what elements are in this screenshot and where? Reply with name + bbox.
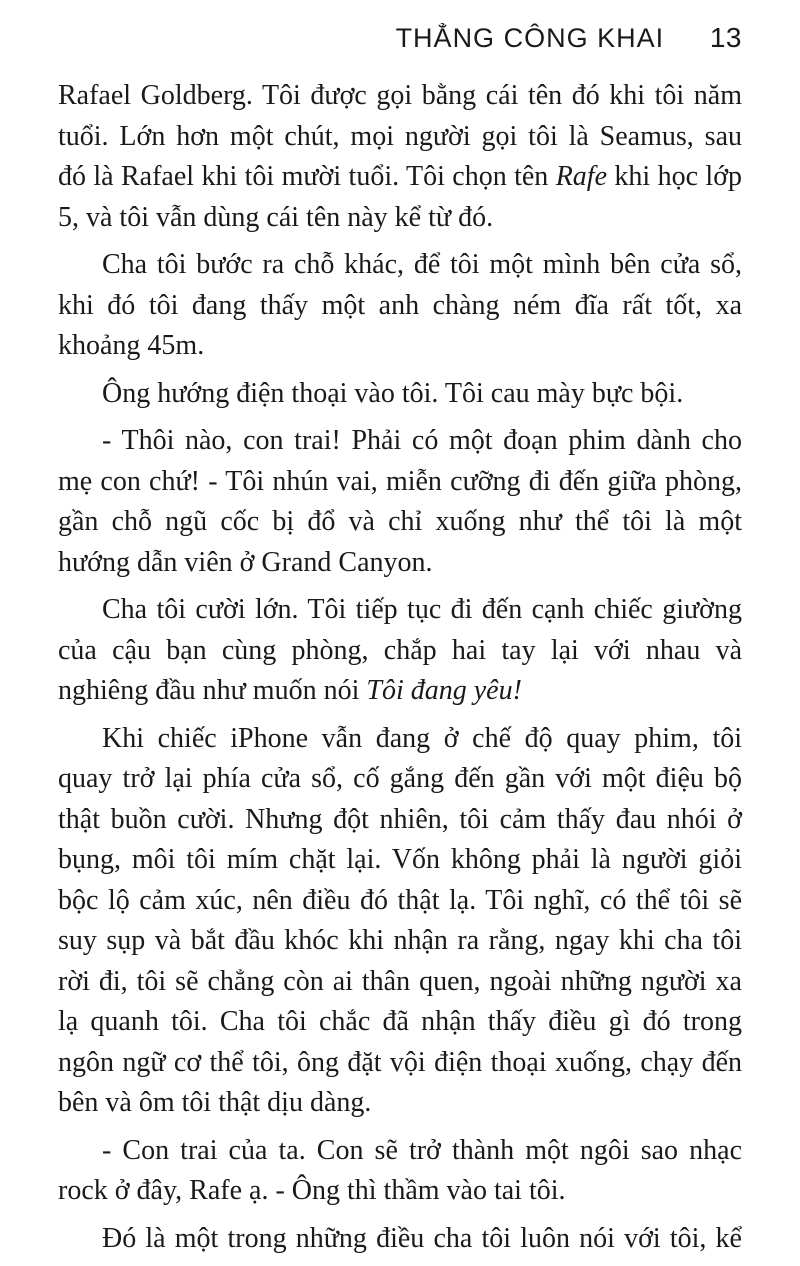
text-line bbox=[58, 1171, 742, 1212]
text-line bbox=[58, 759, 742, 800]
text-line bbox=[58, 631, 742, 672]
paragraph bbox=[58, 374, 742, 415]
text-line bbox=[58, 286, 742, 327]
text-line bbox=[58, 962, 742, 1003]
text-segment: lạ quanh tôi. Cha tôi chắc đã nhận thấy điều gì đó trong bbox=[58, 1006, 742, 1037]
text-line bbox=[58, 462, 742, 503]
text-segment: bộc lộ cảm xúc, nên điều đó thật lạ. Tôi nghĩ, có thể tôi sẽ bbox=[58, 884, 742, 916]
text-line bbox=[58, 543, 742, 584]
text-line bbox=[58, 117, 742, 158]
text-segment: Ông hướng điện thoại vào tôi. Tôi cau mày bực bội. bbox=[102, 377, 684, 409]
text-segment: khoảng 45m. bbox=[58, 330, 205, 361]
text-segment: đó là Rafael khi tôi mười tuổi. Tôi chọn tên bbox=[58, 161, 556, 192]
italic-text: Tôi đang yêu! bbox=[366, 675, 522, 706]
text-line bbox=[58, 1002, 742, 1043]
paragraph bbox=[58, 590, 742, 712]
paragraph bbox=[58, 719, 742, 1124]
text-segment: rock ở đây, Rafe ạ. - Ông thì thầm vào tai tôi. bbox=[58, 1175, 566, 1206]
text-line bbox=[58, 198, 742, 239]
text-segment: Rafael Goldberg. Tôi được gọi bằng cái tên đó khi tôi năm bbox=[58, 80, 742, 111]
text-line bbox=[58, 800, 742, 841]
text-segment: ngôn ngữ cơ thể tôi, ông đặt vội điện thoại xuống, chạy đến bbox=[58, 1046, 742, 1078]
text-line bbox=[58, 1083, 742, 1124]
text-line bbox=[58, 157, 742, 198]
text-segment: bụng, môi tôi mím chặt lại. Vốn không phải là người giỏi bbox=[58, 844, 742, 875]
italic-text: Rafe bbox=[555, 161, 608, 192]
text-line bbox=[58, 881, 742, 922]
text-segment: 5, và tôi vẫn dùng cái tên này kể từ đó. bbox=[58, 201, 494, 233]
text-segment: quay trở lại phía cửa sổ, cố gắng đến gần với một điệu bộ bbox=[58, 763, 742, 794]
paragraph bbox=[58, 1131, 742, 1212]
text-line bbox=[58, 1131, 742, 1172]
text-line bbox=[58, 840, 742, 881]
paragraph bbox=[58, 1219, 742, 1260]
text-segment: hướng dẫn viên ở Grand Canyon. bbox=[58, 546, 433, 578]
text-segment: - Thôi nào, con trai! Phải có một đoạn phim dành cho bbox=[102, 425, 742, 456]
text-segment: của cậu bạn cùng phòng, chắp hai tay lại với nhau và bbox=[58, 634, 742, 666]
text-segment: khi đó tôi đang thấy một anh chàng ném đĩa rất tốt, xa bbox=[58, 289, 742, 321]
text-segment: khi học lớp bbox=[607, 161, 743, 192]
body-text bbox=[58, 76, 742, 1266]
text-line bbox=[58, 76, 742, 117]
text-line bbox=[58, 326, 742, 367]
text-line bbox=[58, 1219, 742, 1260]
text-line bbox=[58, 502, 742, 543]
text-line bbox=[58, 671, 742, 712]
paragraph bbox=[58, 245, 742, 367]
running-header bbox=[396, 22, 742, 55]
text-segment: nghiêng đầu như muốn nói bbox=[58, 675, 367, 706]
text-segment: suy sụp và bắt đầu khóc khi nhận ra rằng, ngay khi cha tôi bbox=[58, 925, 742, 956]
text-line bbox=[58, 921, 742, 962]
page-number: 13 bbox=[709, 22, 742, 53]
text-segment: bên và ôm tôi thật dịu dàng. bbox=[58, 1087, 372, 1118]
text-line bbox=[58, 719, 742, 760]
text-line bbox=[58, 421, 742, 462]
text-segment: Khi chiếc iPhone vẫn đang ở chế độ quay phim, tôi bbox=[102, 722, 742, 754]
chapter-title: THẲNG CÔNG KHAI bbox=[395, 23, 665, 53]
text-segment: Cha tôi cười lớn. Tôi tiếp tục đi đến cạnh chiếc giường bbox=[102, 594, 742, 625]
text-segment: Đó là một trong những điều cha tôi luôn nói với tôi, kể bbox=[102, 1222, 742, 1254]
text-segment: - Con trai của ta. Con sẽ trở thành một ngôi sao nhạc bbox=[102, 1134, 742, 1166]
text-segment: gần chỗ ngũ cốc bị đổ và chỉ xuống như thể tôi là một bbox=[58, 506, 742, 537]
paragraph bbox=[58, 421, 742, 583]
text-segment: mẹ con chứ! - Tôi nhún vai, miễn cưỡng đi đến giữa phòng, bbox=[58, 465, 742, 497]
text-line bbox=[58, 374, 742, 415]
paragraph bbox=[58, 76, 742, 238]
text-line bbox=[58, 245, 742, 286]
text-line bbox=[58, 1043, 742, 1084]
text-segment: Cha tôi bước ra chỗ khác, để tôi một mình bên cửa sổ, bbox=[102, 249, 742, 280]
text-segment: rời đi, tôi sẽ chẳng còn ai thân quen, ngoài những người xa bbox=[58, 965, 742, 997]
text-line bbox=[58, 590, 742, 631]
text-segment: thật buồn cười. Nhưng đột nhiên, tôi cảm thấy đau nhói ở bbox=[58, 803, 742, 835]
text-segment: tuổi. Lớn hơn một chút, mọi người gọi tôi là Seamus, sau bbox=[58, 120, 742, 152]
